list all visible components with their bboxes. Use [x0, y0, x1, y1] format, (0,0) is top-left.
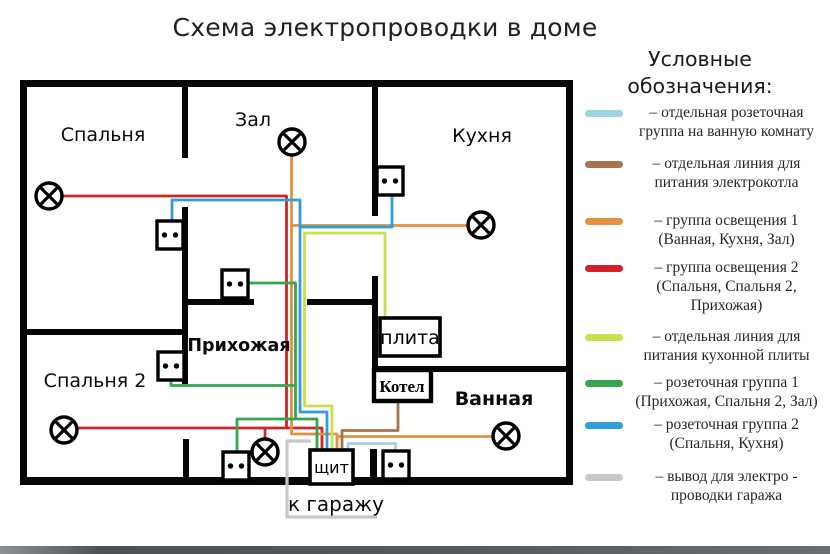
- room-label-hall: Зал: [235, 109, 271, 131]
- room-label-bedroom2: Спальня 2: [43, 370, 147, 392]
- lamp-hallway-icon: [252, 439, 278, 465]
- legend: [585, 46, 825, 504]
- socket-bedroom1-icon: [157, 221, 183, 249]
- boiler-label: Котел: [379, 377, 425, 396]
- legend-swatch-sockets-2-icon: [585, 422, 623, 429]
- lamp-hall-icon: [279, 129, 305, 155]
- wall-segment: [20, 329, 188, 335]
- legend-item-label: – отдельная линия для питания электрокотла: [652, 154, 801, 191]
- legend-item-label: – группа освещения 2 (Спальня, Спальня 2, Прихожая): [654, 259, 799, 315]
- legend-header: Условные обозначения:: [627, 47, 773, 98]
- socket-bedroom2-icon: [158, 352, 184, 380]
- legend-item: [585, 374, 825, 412]
- stove-box: [380, 318, 440, 356]
- wall-segment: [183, 439, 189, 481]
- legend-item-label: – розеточная группа 1 (Прихожая, Спальня 2, Зал): [635, 373, 818, 410]
- legend-item-label: – отдельная линия для питания кухонной плиты: [643, 328, 810, 365]
- lamp-bedroom2-icon: [51, 417, 77, 443]
- legend-item: [585, 468, 825, 506]
- wall-segment: [187, 299, 254, 305]
- panel-label: щит: [314, 458, 349, 477]
- legend-swatch-stove-line-icon: [585, 334, 623, 341]
- legend-swatch-boiler-line-icon: [585, 161, 623, 168]
- wall-outer-left: [20, 80, 27, 485]
- boiler-box: [374, 370, 431, 401]
- legend-item-label: – розеточная группа 2 (Спальня, Кухня): [654, 415, 799, 452]
- socket-hall-icon: [222, 270, 248, 298]
- legend-swatch-bathroom-sockets-icon: [585, 110, 623, 117]
- wall-outer-top: [20, 80, 573, 87]
- wall-outer-bottom: [20, 477, 573, 485]
- legend-item-label: – вывод для электро - проводки гаража: [655, 467, 798, 504]
- legend-item: [585, 259, 825, 316]
- wall-segment: [370, 449, 377, 482]
- legend-item: [585, 104, 825, 142]
- room-label-kitchen: Кухня: [452, 125, 512, 147]
- socket-hallway-icon: [223, 452, 249, 480]
- legend-swatch-lighting-1-icon: [585, 218, 623, 225]
- legend-swatch-lighting-2-icon: [585, 265, 623, 272]
- stove-label: плита: [380, 327, 440, 349]
- wall-segment: [307, 299, 378, 305]
- page-title: Схема электропроводки в доме: [172, 13, 598, 42]
- room-label-hallway: Прихожая: [187, 336, 291, 356]
- legend-swatch-garage-line-icon: [585, 474, 623, 481]
- socket-kitchen-icon: [377, 167, 403, 195]
- room-label-bathroom: Ванная: [454, 388, 534, 410]
- socket-bathroom-icon: [383, 451, 409, 479]
- electrical-panel-box: [310, 450, 353, 484]
- legend-item-label: – группа освещения 1 (Ванная, Кухня, Зал): [654, 211, 799, 248]
- legend-items: [585, 104, 825, 505]
- legend-item: [585, 155, 825, 193]
- legend-swatch-sockets-1-icon: [585, 380, 623, 387]
- lamp-bedroom1-icon: [36, 183, 62, 209]
- legend-item: [585, 416, 825, 454]
- lamp-bathroom-icon: [493, 423, 519, 449]
- wall-segment: [182, 80, 188, 158]
- bottom-edge-artifact: [0, 546, 830, 554]
- wall-outer-right: [566, 80, 573, 485]
- legend-item-label: – отдельная розеточная группа на ванную комнату: [639, 104, 814, 140]
- legend-item: [585, 212, 825, 250]
- garage-note-label: к гаражу: [287, 492, 385, 516]
- legend-item: [585, 328, 825, 366]
- room-label-bedroom1: Спальня: [60, 124, 146, 146]
- lamp-kitchen-icon: [468, 212, 494, 238]
